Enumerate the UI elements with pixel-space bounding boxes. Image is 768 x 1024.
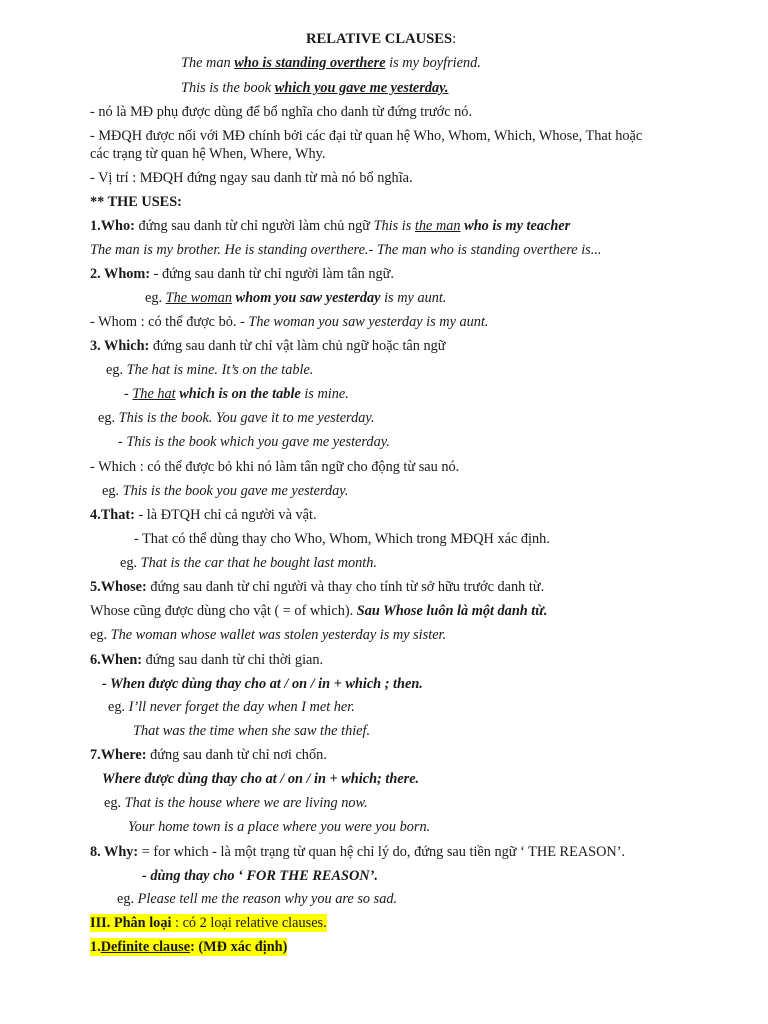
who-ex-clause: who is my teacher xyxy=(460,218,571,234)
that-eg: eg. xyxy=(120,555,141,571)
where-example-2: Your home town is a place where you were you born. xyxy=(128,819,431,835)
doc-title-text: RELATIVE CLAUSES xyxy=(306,31,453,47)
which-ex2-dash: - xyxy=(124,386,133,402)
whom-omit-example: The woman you saw yesterday is my aunt. xyxy=(248,314,489,330)
that-example xyxy=(120,554,377,572)
where-ex1-text: That is the house where we are living now. xyxy=(124,795,368,811)
section-3-heading xyxy=(90,914,327,932)
whose-example xyxy=(90,626,446,644)
where-label: 7.Where: xyxy=(90,747,147,763)
whom-desc: - đứng sau danh từ chỉ người làm tân ngữ. xyxy=(150,266,394,282)
intro-example-2 xyxy=(181,79,449,97)
when-eg: eg. xyxy=(108,699,129,715)
which-ex2-antecedent: The hat xyxy=(132,386,176,402)
whom-ex-antecedent: The woman xyxy=(165,290,232,306)
intro-note-2b: các trạng từ quan hệ When, Where, Why. xyxy=(90,146,326,162)
whose-label: 5.Whose: xyxy=(90,579,147,595)
section-3-rest: : có 2 loại relative clauses. xyxy=(171,915,327,931)
intro-note-3: - Vị trí : MĐQH đứng ngay sau danh từ mà nó bổ nghĩa. xyxy=(90,170,413,186)
which-omit-line: - Which : có thể được bỏ khi nó làm tân ngữ cho động từ sau nó. xyxy=(90,459,460,475)
intro-ex2-clause: which you gave me yesterday. xyxy=(274,80,449,96)
where-line xyxy=(90,746,327,764)
which-example-4: - This is the book which you gave me yesterday. xyxy=(118,434,390,450)
which-label: 3. Which: xyxy=(90,338,150,354)
who-ex-antecedent: the man xyxy=(414,218,461,234)
definite-clause-term: Definite clause xyxy=(100,939,191,955)
why-desc: = for which - là một trạng từ quan hệ chỉ lý do, đứng sau tiền ngữ ‘ THE REASON’. xyxy=(138,844,626,860)
who-desc: đứng sau danh từ chỉ người làm chủ ngữ xyxy=(134,218,374,234)
whose-line2-a: Whose cũng được dùng cho vật ( = of which). xyxy=(90,603,357,619)
which-eg-3: eg. xyxy=(98,410,119,426)
intro-example-1 xyxy=(181,54,481,72)
definite-clause-gloss: : (MĐ xác định) xyxy=(190,939,288,955)
whom-ex-clause: whom you saw yesterday xyxy=(231,290,381,306)
when-line xyxy=(90,651,323,669)
intro-ex1-c: is my boyfriend. xyxy=(385,55,481,71)
which-desc: đứng sau danh từ chỉ vật làm chủ ngữ hoặc tân ngữ xyxy=(149,338,446,354)
where-rule: Where được dùng thay cho at / on / in + which; there. xyxy=(102,771,420,787)
who-label: 1.Who: xyxy=(90,218,135,234)
who-line xyxy=(90,217,570,235)
whom-omit-line xyxy=(90,313,489,331)
whose-eg: eg. xyxy=(90,627,111,643)
which-example-3 xyxy=(98,409,375,427)
that-sub-line: - That có thể dùng thay cho Who, Whom, Which trong MĐQH xác định. xyxy=(134,531,550,547)
whom-label: 2. Whom: xyxy=(90,266,151,282)
whose-desc: đứng sau danh từ chỉ người và thay cho tính từ sở hữu trước danh từ. xyxy=(146,579,545,595)
definite-clause-heading xyxy=(90,938,287,956)
which-line xyxy=(90,337,446,355)
why-example xyxy=(117,890,397,908)
which-example-1 xyxy=(106,361,313,379)
why-ex-text: Please tell me the reason why you are so sad. xyxy=(137,891,398,907)
intro-note-2a: - MĐQH được nối với MĐ chính bởi các đại từ quan hệ Who, Whom, Which, Whose, That hoặc xyxy=(90,128,643,144)
why-eg: eg. xyxy=(117,891,138,907)
when-label: 6.When: xyxy=(90,652,143,668)
whose-line-2 xyxy=(90,602,547,620)
intro-note-1: - nó là MĐ phụ được dùng để bổ nghĩa cho danh từ đứng trước nó. xyxy=(90,104,473,120)
that-label: 4.That: xyxy=(90,507,135,523)
intro-ex1-clause: who is standing overthere xyxy=(234,55,386,71)
when-rule: - When được dùng thay cho at / on / in + which ; then. xyxy=(102,676,423,692)
whose-ex-text: The woman whose wallet was stolen yesterday is my sister. xyxy=(110,627,447,643)
intro-ex2-a: This is the book xyxy=(181,80,275,96)
who-ex-a: This is xyxy=(373,218,415,234)
whom-ex-c: is my aunt. xyxy=(380,290,447,306)
where-eg: eg. xyxy=(104,795,125,811)
why-rule: - dùng thay cho ‘ FOR THE REASON’. xyxy=(142,868,378,884)
which-eg-1: eg. xyxy=(106,362,127,378)
whom-omit-a: - Whom : có thể được bỏ. - xyxy=(90,314,249,330)
when-ex1-text: I’ll never forget the day when I met her. xyxy=(128,699,355,715)
whose-line2-rule: Sau Whose luôn là một danh từ. xyxy=(356,603,548,619)
where-example-1 xyxy=(104,794,368,812)
whom-eg: eg. xyxy=(145,290,166,306)
why-label: 8. Why: xyxy=(90,844,139,860)
that-ex-text: That is the car that he bought last month. xyxy=(140,555,377,571)
where-desc: đứng sau danh từ chỉ nơi chốn. xyxy=(146,747,327,763)
whose-line xyxy=(90,578,544,596)
uses-heading: ** THE USES: xyxy=(90,194,182,210)
whom-example xyxy=(145,289,446,307)
which-example-5 xyxy=(102,482,348,500)
that-desc: - là ĐTQH chỉ cả người và vật. xyxy=(134,507,317,523)
when-example-2: That was the time when she saw the thief. xyxy=(133,723,371,739)
whom-line xyxy=(90,265,394,283)
who-example-line: The man is my brother. He is standing overthere.- The man who is standing overthere is... xyxy=(90,242,602,258)
section-3-label: III. Phân loại xyxy=(90,915,172,931)
doc-title-colon: : xyxy=(452,31,457,47)
which-ex1-text: The hat is mine. It’s on the table. xyxy=(126,362,314,378)
intro-ex1-a: The man xyxy=(181,55,235,71)
which-eg-5: eg. xyxy=(102,483,123,499)
which-ex3-text: This is the book. You gave it to me yesterday. xyxy=(118,410,375,426)
when-desc: đứng sau danh từ chỉ thời gian. xyxy=(142,652,324,668)
that-line xyxy=(90,506,317,524)
which-ex5-text: This is the book you gave me yesterday. xyxy=(122,483,349,499)
definite-clause-number: 1. xyxy=(90,939,101,955)
doc-title xyxy=(306,30,456,48)
when-example-1 xyxy=(108,698,355,716)
which-example-2 xyxy=(124,385,349,403)
which-ex2-clause: which is on the table xyxy=(175,386,301,402)
why-line xyxy=(90,843,625,861)
which-ex2-c: is mine. xyxy=(300,386,349,402)
